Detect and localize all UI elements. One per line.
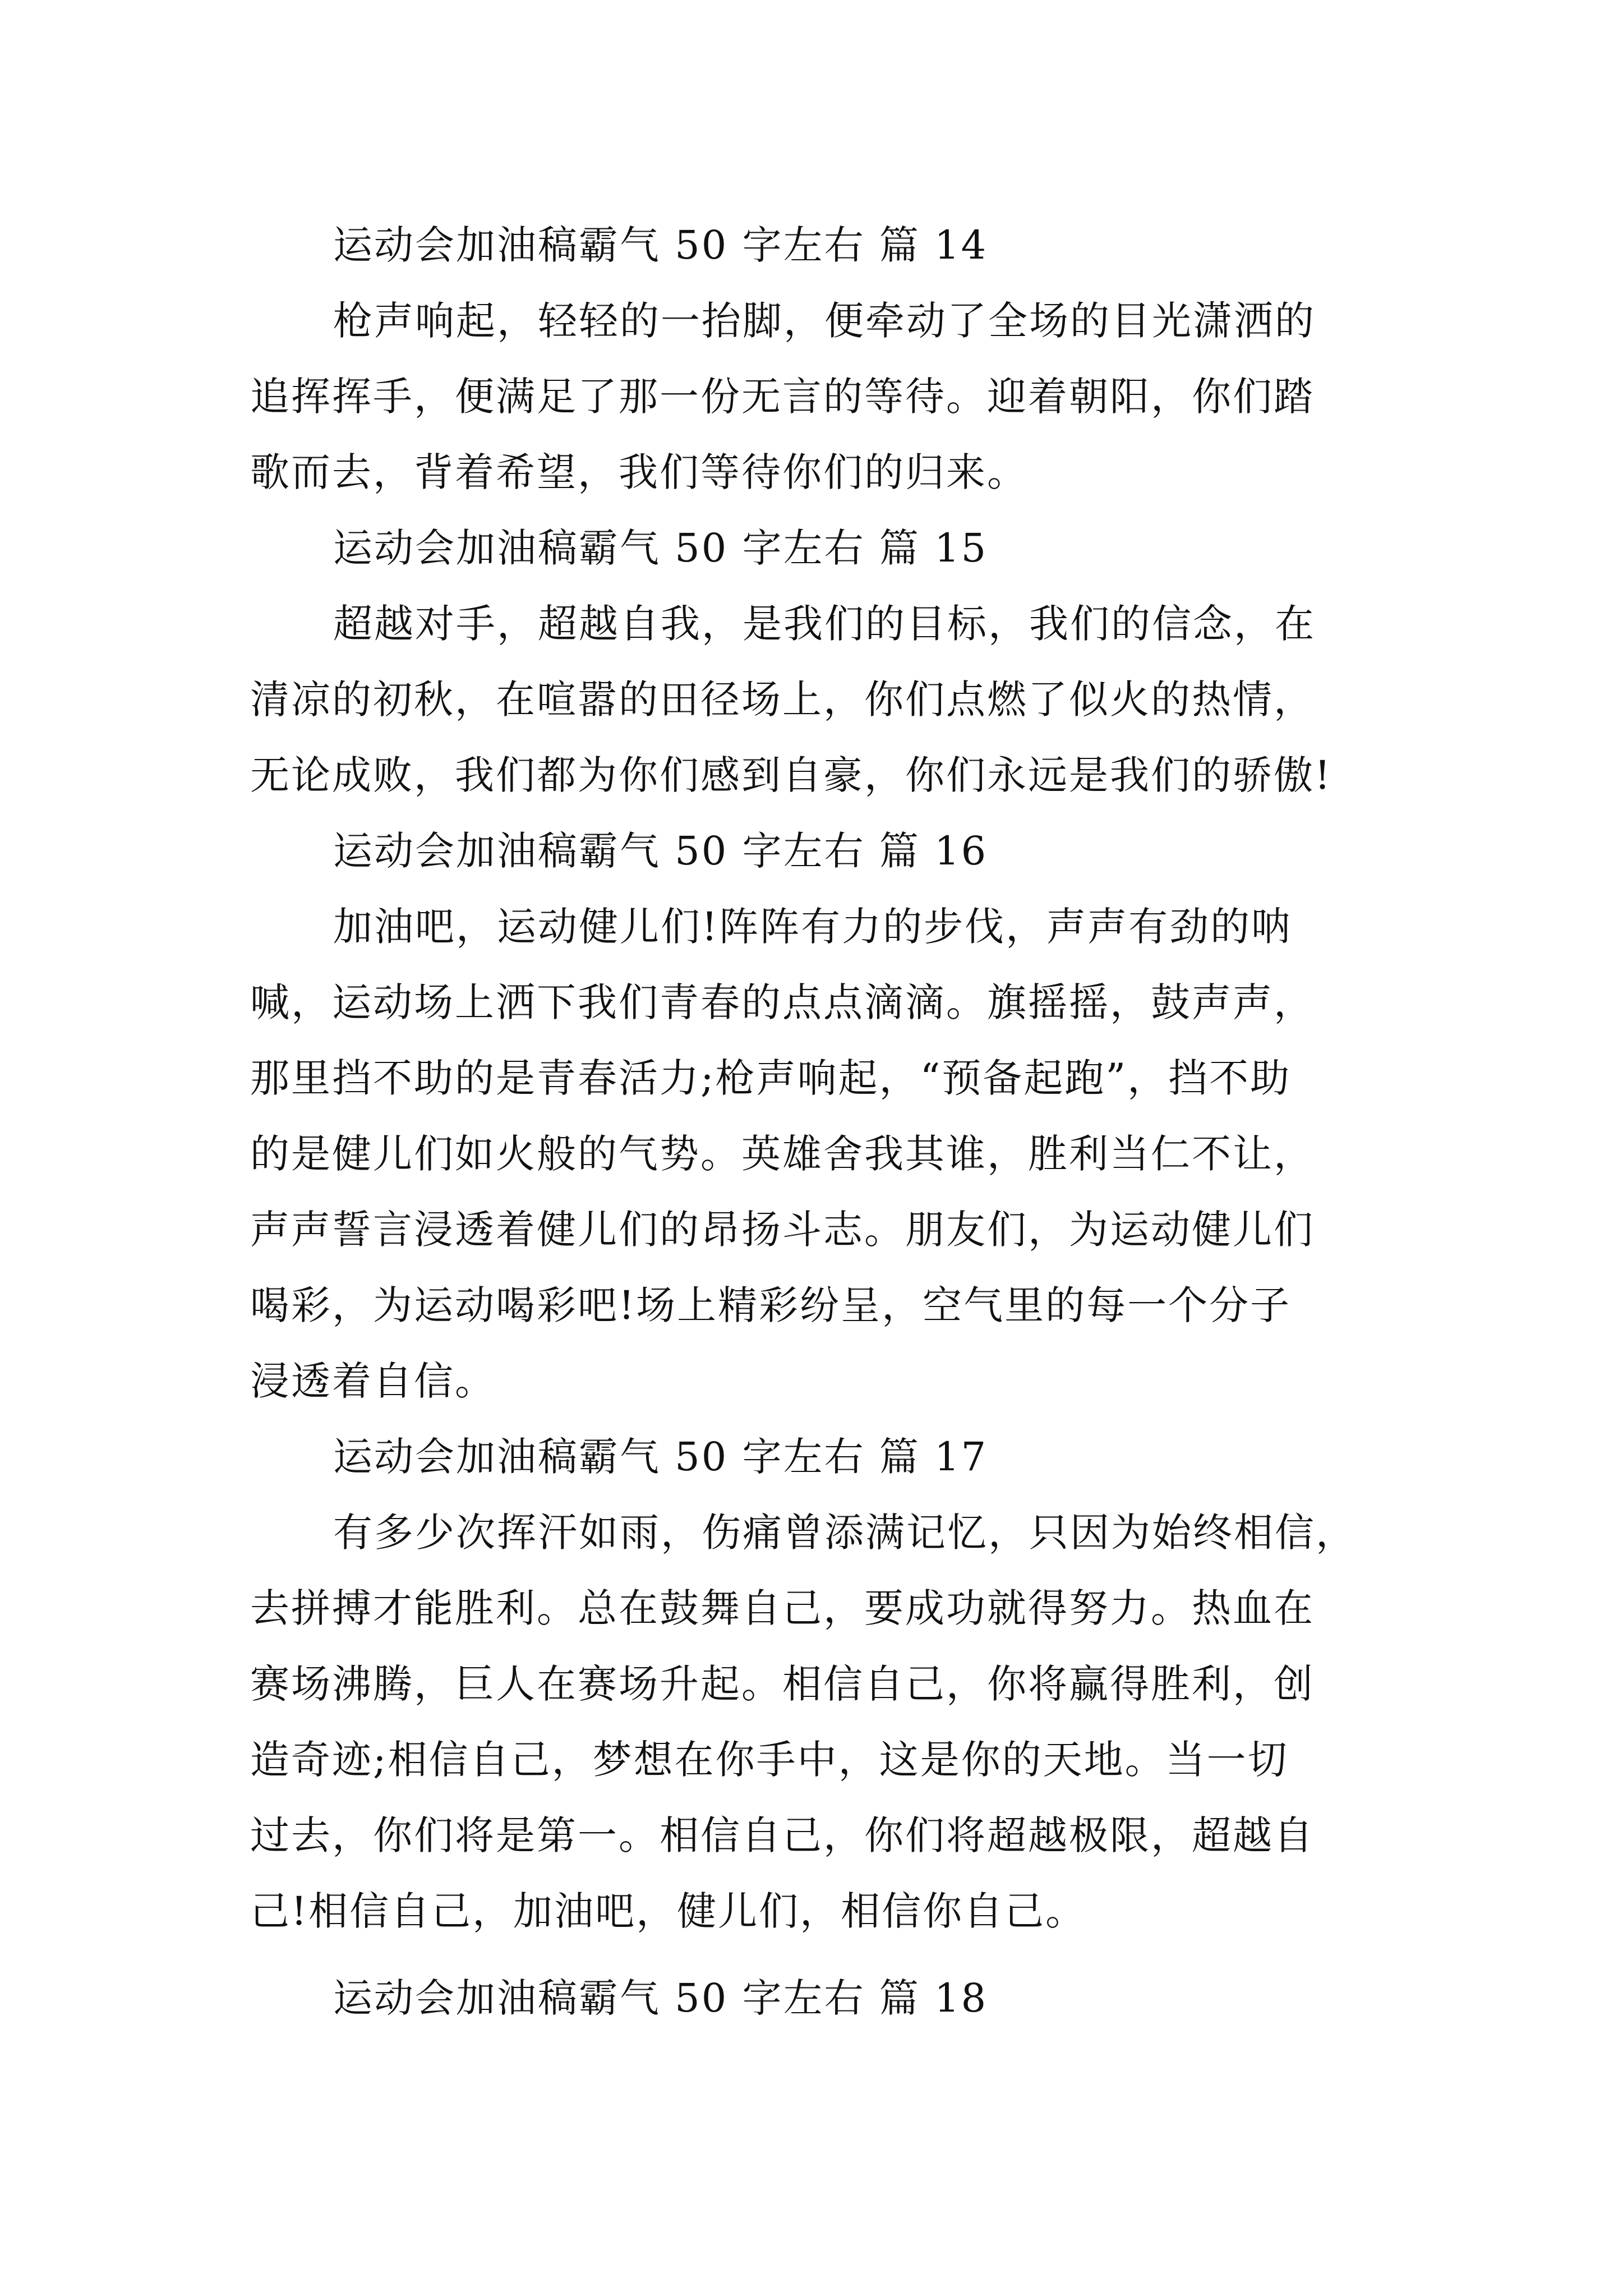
document-content	[250, 208, 1372, 2036]
paragraph-line: 枪声响起，轻轻的一抬脚，便牵动了全场的目光潇洒的	[333, 298, 1316, 344]
paragraph-line: 清凉的初秋，在喧嚣的田径场上，你们点燃了似火的热情，	[250, 677, 1315, 723]
paragraph-line: 有多少次挥汗如雨，伤痛曾添满记忆，只因为始终相信，	[333, 1510, 1357, 1556]
section-heading: 运动会加油稿霸气 50 字左右 篇 16	[333, 828, 988, 874]
section-heading: 运动会加油稿霸气 50 字左右 篇 14	[333, 222, 988, 268]
paragraph-line: 无论成败，我们都为你们感到自豪，你们永远是我们的骄傲!	[250, 752, 1332, 798]
paragraph-line: 造奇迹;相信自己，梦想在你手中，这是你的天地。当一切	[250, 1737, 1289, 1783]
paragraph-line: 那里挡不助的是青春活力;枪声响起，“预备起跑”，挡不助	[250, 1055, 1292, 1101]
paragraph-line: 赛场沸腾，巨人在赛场升起。相信自己，你将赢得胜利，创	[250, 1661, 1315, 1707]
paragraph-line: 加油吧，运动健儿们!阵阵有力的步伐，声声有劲的呐	[333, 904, 1293, 950]
section-spacer	[250, 1949, 1372, 1961]
paragraph-line: 去拼搏才能胜利。总在鼓舞自己，要成功就得努力。热血在	[250, 1585, 1315, 1631]
paragraph-line: 追挥挥手，便满足了那一份无言的等待。迎着朝阳，你们踏	[250, 374, 1315, 420]
section-heading: 运动会加油稿霸气 50 字左右 篇 17	[333, 1434, 988, 1480]
paragraph-line: 浸透着自信。	[250, 1358, 496, 1404]
paragraph-line: 歌而去，背着希望，我们等待你们的归来。	[250, 449, 1028, 495]
paragraph-line: 超越对手，超越自我，是我们的目标，我们的信念，在	[333, 601, 1316, 647]
section-heading: 运动会加油稿霸气 50 字左右 篇 18	[333, 1975, 988, 2021]
paragraph-line: 的是健儿们如火般的气势。英雄舍我其谁，胜利当仁不让，	[250, 1131, 1315, 1177]
paragraph-line: 喝彩，为运动喝彩吧!场上精彩纷呈，空气里的每一个分子	[250, 1282, 1292, 1328]
section-heading: 运动会加油稿霸气 50 字左右 篇 15	[333, 525, 988, 571]
paragraph-line: 声声誓言浸透着健儿们的昂扬斗志。朋友们，为运动健儿们	[250, 1207, 1315, 1253]
paragraph-line: 过去，你们将是第一。相信自己，你们将超越极限，超越自	[250, 1812, 1315, 1858]
paragraph-line: 喊，运动场上洒下我们青春的点点滴滴。旗摇摇，鼓声声，	[250, 979, 1315, 1025]
paragraph-line: 己!相信自己，加油吧，健儿们，相信你自己。	[250, 1888, 1087, 1934]
